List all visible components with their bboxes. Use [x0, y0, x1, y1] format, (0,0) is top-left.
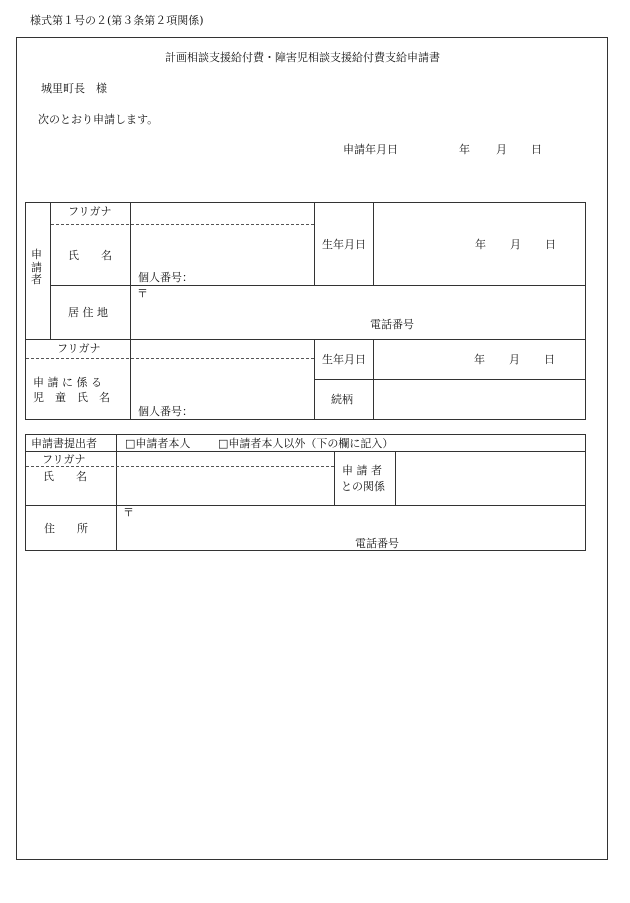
- submitter-furigana-label: フリガナ: [42, 453, 86, 466]
- applicant-mynumber-label: 個人番号：: [138, 271, 193, 284]
- submitter-label: 申請書提出者: [31, 437, 97, 450]
- child-name-field[interactable]: [132, 360, 313, 400]
- applicant-postal-mark: 〒: [137, 287, 148, 300]
- child-birth-year-unit: 年: [474, 353, 485, 366]
- application-date-day-unit: 日: [531, 143, 542, 156]
- submitter-relation-label-line2: との関係: [341, 480, 385, 493]
- submitter-phone-field[interactable]: [405, 535, 584, 550]
- form-number: 様式第１号の２(第３条第２項関係): [30, 14, 204, 27]
- applicant-furigana-field[interactable]: [132, 204, 313, 223]
- child-relationship-label: 続柄: [331, 393, 353, 406]
- child-furigana-field[interactable]: [132, 341, 313, 357]
- submitter-furigana-field[interactable]: [118, 453, 333, 465]
- applicant-section-label: 申 請 者: [31, 248, 42, 287]
- applicant-phone-label: 電話番号: [370, 318, 414, 331]
- application-date-year-unit: 年: [459, 143, 470, 156]
- child-furigana-label: フリガナ: [57, 342, 101, 355]
- application-date-day-field[interactable]: [510, 140, 528, 158]
- child-name-label-line1: 申 請 に 係 る: [33, 376, 102, 389]
- child-relationship-field[interactable]: [376, 382, 584, 418]
- submitter-postal-mark: 〒: [123, 506, 134, 519]
- submitter-phone-label: 電話番号: [355, 537, 399, 550]
- submitter-relation-field[interactable]: [397, 453, 584, 504]
- submitter-address-label: 住 所: [44, 522, 88, 535]
- application-date-label: 申請年月日: [343, 143, 398, 156]
- applicant-birthdate-label: 生年月日: [322, 238, 366, 251]
- child-mynumber-field[interactable]: [196, 402, 312, 418]
- form-title: 計画相談支援給付費・障害児相談支援給付費支給申請書: [165, 51, 440, 64]
- application-date-year-field[interactable]: [402, 140, 454, 158]
- applicant-birth-year-unit: 年: [475, 238, 486, 251]
- submitter-option-self[interactable]: □申請者本人: [125, 437, 191, 450]
- child-name-label-line2: 児 童 氏 名: [33, 391, 110, 404]
- submitter-name-field[interactable]: [118, 468, 333, 504]
- addressee: 城里町長 様: [41, 82, 107, 95]
- child-birth-month-unit: 月: [509, 353, 520, 366]
- applicant-mynumber-field[interactable]: [196, 268, 312, 284]
- applicant-residence-label: 居 住 地: [68, 306, 108, 319]
- child-mynumber-label: 個人番号：: [138, 405, 193, 418]
- applicant-phone-field[interactable]: [420, 315, 584, 335]
- child-birth-day-unit: 日: [544, 353, 555, 366]
- submitter-relation-label-line1: 申 請 者: [342, 464, 382, 477]
- intro-text: 次のとおり申請します。: [38, 113, 159, 126]
- application-date-month-unit: 月: [496, 143, 507, 156]
- application-date-month-field[interactable]: [473, 140, 493, 158]
- applicant-name-field[interactable]: [132, 226, 313, 266]
- applicant-address-field[interactable]: [152, 287, 584, 313]
- submitter-name-label: 氏 名: [43, 470, 87, 483]
- submitter-option-other[interactable]: □申請者本人以外（下の欄に記入）: [218, 437, 394, 450]
- applicant-name-label: 氏 名: [68, 249, 112, 262]
- child-birthdate-label: 生年月日: [322, 353, 366, 366]
- applicant-furigana-label: フリガナ: [68, 205, 112, 218]
- applicant-birth-month-unit: 月: [510, 238, 521, 251]
- submitter-address-field[interactable]: [138, 507, 584, 533]
- applicant-birth-day-unit: 日: [545, 238, 556, 251]
